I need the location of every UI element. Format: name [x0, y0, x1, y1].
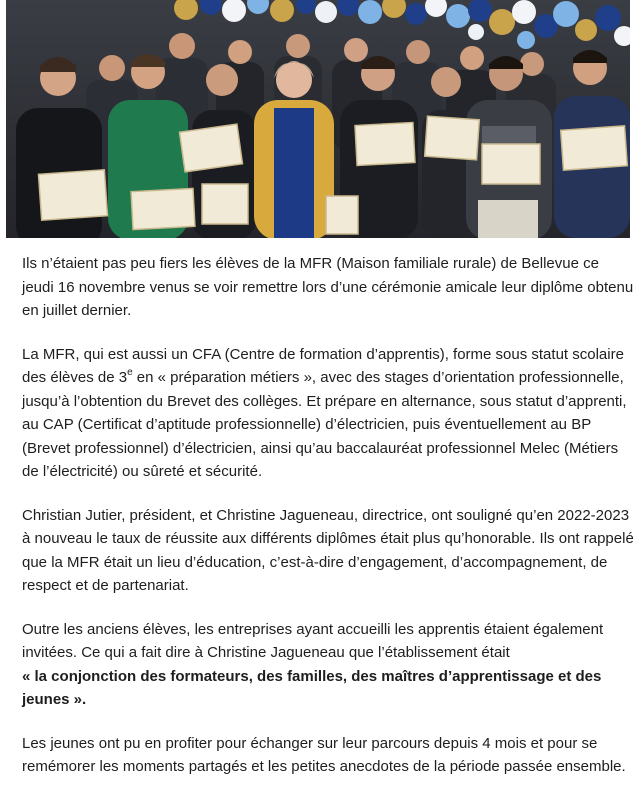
- paragraph-5: Les jeunes ont pu en profiter pour échanger sur leur parcours depuis 4 mois et pour se remémorer les moments partagés et les petites anecdotes de la période passée ensemble.: [22, 734, 626, 775]
- quote-bold: « la conjonction des formateurs, des familles, des maîtres d’apprentissage et des jeunes ».: [22, 667, 602, 708]
- superscript-e: e: [127, 367, 133, 378]
- article-body: [22, 252, 634, 779]
- group-photo: [6, 0, 630, 238]
- paragraph-4-intro: Outre les anciens élèves, les entreprises ayant accueilli les apprentis étaient également invitées. Ce qui a fait dire à Christine Jagueneau que l’établissement était: [22, 620, 604, 661]
- paragraph-3: Christian Jutier, président, et Christine Jagueneau, directrice, ont souligné qu’en 2022-2023 à nouveau le taux de réussite aux différents diplômes était plus qu’honorable. Ils ont rappelé que la MFR était un lieu d’éducation, c’est-à-dire d’engagement, d’accompagnement, de respect et de partenariat.: [22, 506, 634, 594]
- group-photo-icon: [6, 0, 630, 238]
- paragraph-4: [22, 618, 634, 712]
- paragraph-2-part-a: La MFR, qui est aussi un CFA (Centre de formation d’apprentis), forme sous statut scolaire des élèves de 3: [22, 345, 624, 386]
- paragraph-1: Ils n’étaient pas peu fiers les élèves de la MFR (Maison familiale rurale) de Bellevue ce jeudi 16 novembre venus se voir remettre lors d’une cérémonie amicale leur diplôme obtenu en juillet dernier.: [22, 255, 634, 319]
- paragraph-2: [22, 343, 634, 484]
- paragraph-2-part-b: en « préparation métiers », avec des stages d’orientation professionnelle, jusqu’à l’obtention du Brevet des collèges. Et prépare en alternance, sous statut d’apprenti, au CAP (Certificat d’aptitude professionnelle) d’électricien, puis éventuellement au BP (Brevet professionnel) d’électricien, ainsi qu’au baccalauréat professionnel Melec (Métiers de l’électricité) ou sûreté et sécurité.: [22, 369, 627, 480]
